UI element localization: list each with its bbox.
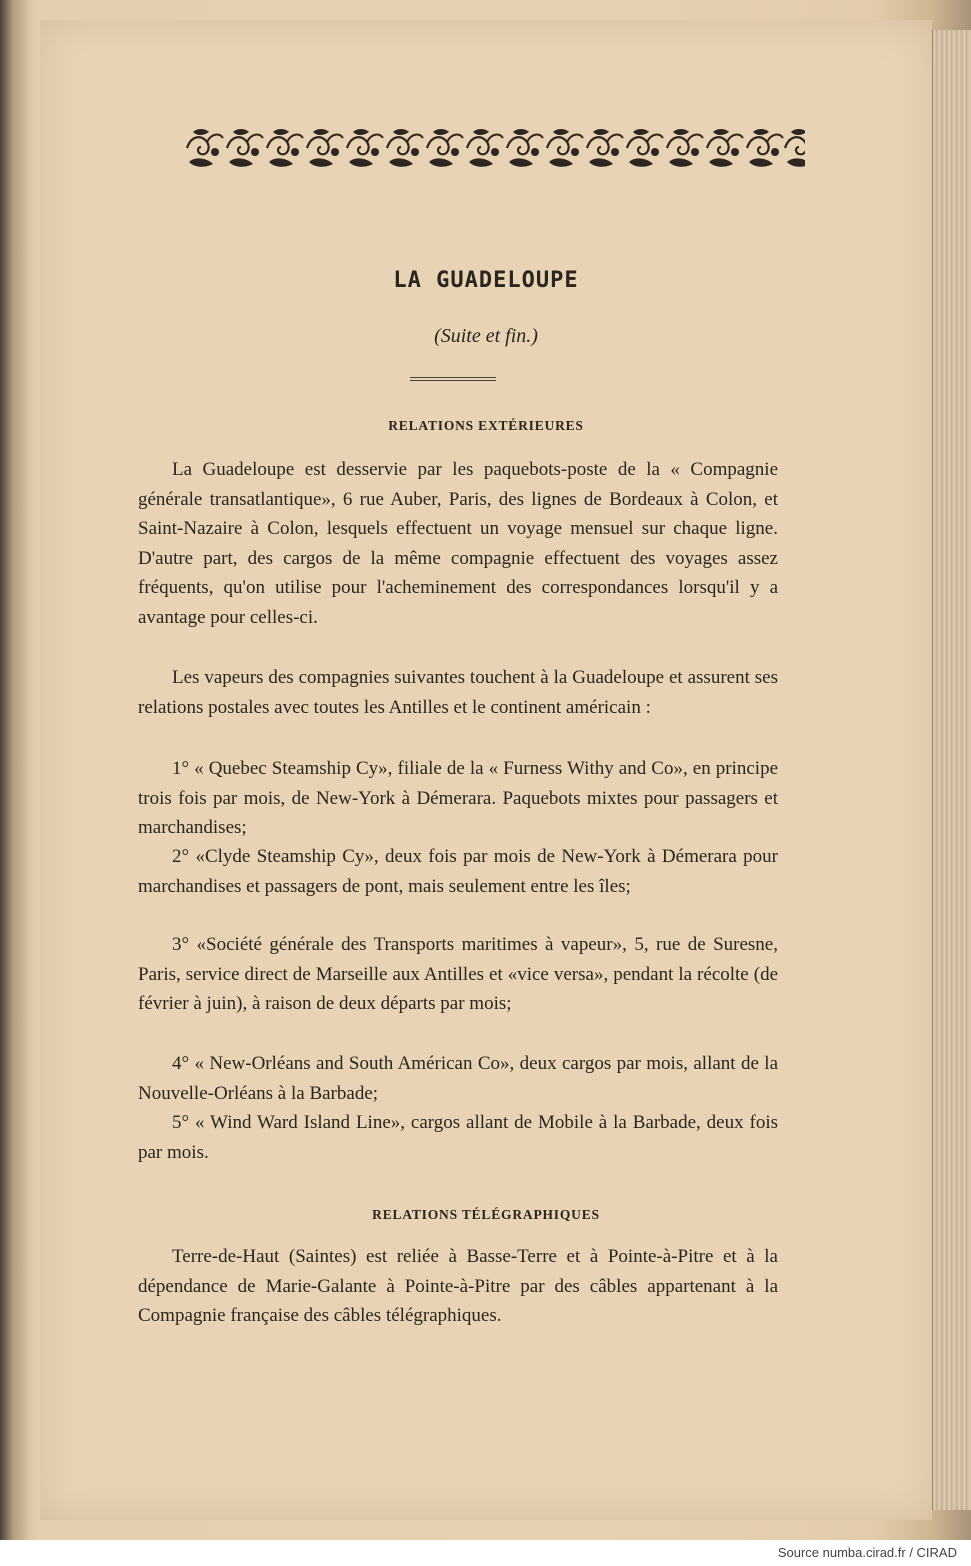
- section-heading-relations-exterieures: RELATIONS EXTÉRIEURES: [388, 418, 584, 433]
- paragraph: Terre-de-Haut (Saintes) est reliée à Basse-Terre et à Pointe-à-Pitre et à la dépendance de Marie-Galante à Pointe-à-Pitre par des câbles appartenant à la Compagnie française des câbles télégraphiques.: [138, 1246, 778, 1326]
- page-subtitle: (Suite et fin.): [434, 325, 538, 347]
- source-credit: Source numba.cirad.fr / CIRAD: [777, 1545, 957, 1560]
- list-item: 4° « New-Orléans and South Américan Co», deux cargos par mois, allant de la Nouvelle-Orléans à la Barbade;: [138, 1053, 778, 1104]
- list-item: 2° «Clyde Steamship Cy», deux fois par mois de New-York à Démerara pour marchandises et passagers de pont, mais seulement entre les îles;: [138, 846, 778, 897]
- list-item: 3° «Société générale des Transports maritimes à vapeur», 5, rue de Suresne, Paris, service direct de Marseille aux Antilles et «vice versa», pendant la récolte (de février à juin), à raison de deux départs par mois;: [138, 934, 778, 1014]
- page-title: LA GUADELOUPE: [393, 268, 579, 293]
- section-heading-relations-telegraphiques: RELATIONS TÉLÉGRAPHIQUES: [372, 1207, 600, 1222]
- ornament-band: [185, 126, 805, 170]
- page-edges: [932, 30, 971, 1510]
- paragraph: Les vapeurs des compagnies suivantes touchent à la Guadeloupe et assurent ses relations postales avec toutes les Antilles et le continent américain :: [138, 667, 778, 718]
- paragraph: La Guadeloupe est desservie par les paquebots-poste de la « Compagnie générale transatlantique», 6 rue Auber, Paris, des lignes de Bordeaux à Colon, et Saint-Nazaire à Colon, lesquels effectuent un voyage mensuel sur chaque ligne. D'autre part, des cargos de la même compagnie effectuent des voyages assez fréquents, qu'on utilise pour l'acheminement des correspondances lorsqu'il y a avantage pour celles-ci.: [138, 459, 778, 628]
- list-item: 1° « Quebec Steamship Cy», filiale de la « Furness Withy and Co», en principe trois fois par mois, de New-York à Démerara. Paquebots mixtes pour passagers et marchandises;: [138, 758, 778, 838]
- book-page: [40, 20, 932, 1520]
- title-rule: [410, 377, 496, 381]
- list-item: 5° « Wind Ward Island Line», cargos allant de Mobile à la Barbade, deux fois par mois.: [138, 1112, 778, 1163]
- book-binding: [0, 0, 30, 1540]
